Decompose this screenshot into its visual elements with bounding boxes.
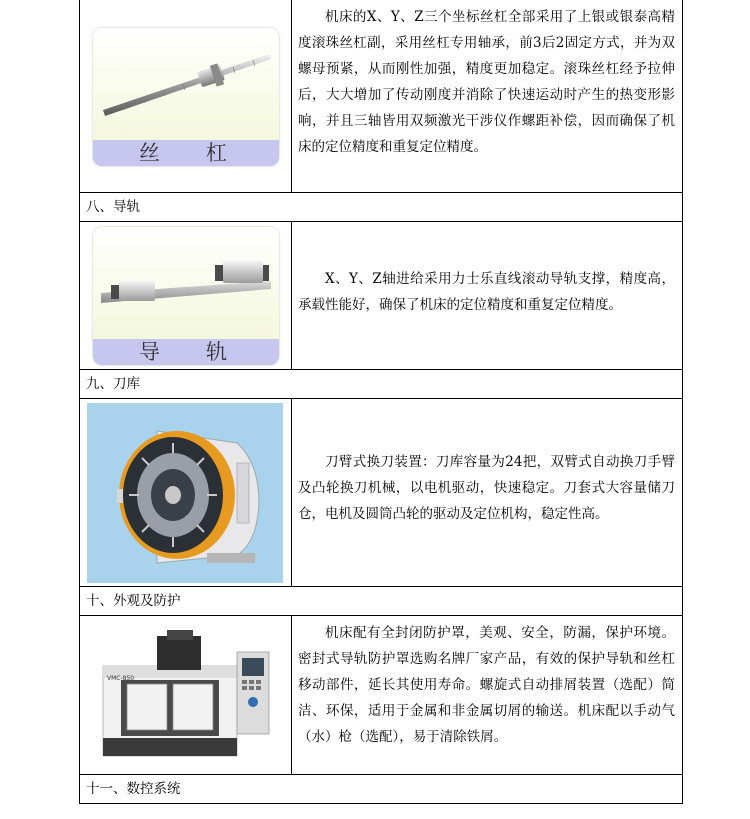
row-heading-guide: [79, 193, 683, 222]
row-heading-toolmag: [79, 370, 683, 399]
guard-image-cell: [80, 616, 292, 774]
section-heading-cnc: 十一、数控系统: [86, 781, 181, 797]
machining-center-illustration: [97, 626, 273, 766]
ballscrew-image-cell: [80, 0, 292, 192]
section-heading-guide: 八、导轨: [86, 199, 140, 215]
toolmag-description-cell: [292, 399, 682, 586]
machine-model-label: VMC-850: [107, 675, 135, 682]
ballscrew-caption: 丝杠: [93, 140, 279, 166]
ballscrew-picture: [93, 28, 279, 140]
guide-image-card: [93, 227, 279, 365]
row-guide: [79, 222, 683, 370]
guard-description: 机床配有全封闭防护罩，美观、安全，防漏，保护环境。密封式导轨防护罩选购名牌厂家产品，有效的保护导轨和丝杠移动部件，延长其使用寿命。螺旋式自动排屑装置（选配）简洁、环保，适用于金属和非金属切屑的输送。机床配以手动气（水）枪（选配），易于清除铁屑。: [298, 625, 675, 745]
guide-description-cell: [292, 222, 682, 369]
toolmag-image-cell: [80, 399, 292, 586]
guide-image-cell: [80, 222, 292, 369]
linear-guide-illustration: [93, 227, 279, 339]
row-ballscrew: [79, 0, 683, 193]
ballscrew-image-card: [93, 28, 279, 166]
ballscrew-illustration: [93, 28, 279, 140]
row-heading-guard: [79, 587, 683, 616]
tool-magazine-illustration: [87, 403, 283, 583]
guide-description: X、Y、Z轴进给采用力士乐直线滚动导轨支撑，精度高，承载性能好，确保了机床的定位精度和重复定位精度。: [298, 271, 675, 313]
guide-caption: 导轨: [93, 339, 279, 365]
row-toolmag: [79, 399, 683, 587]
section-heading-toolmag: 九、刀库: [86, 376, 140, 392]
row-heading-cnc: [79, 775, 683, 804]
ballscrew-description: 机床的X、Y、Z三个坐标丝杠全部采用了上银或银泰高精度滚珠丝杠副，采用丝杠专用轴承，前3后2固定方式，并为双螺母预紧，从而刚性加强，精度更加稳定。滚珠丝杠经予拉伸后，大大增加了传动刚度并消除了快速运动时产生的热变形影响，并且三轴皆用双频激光干涉仪作螺距补偿，因而确保了机床的定位精度和重复定位精度。: [298, 9, 675, 155]
guide-picture: [93, 227, 279, 339]
row-guard: [79, 616, 683, 775]
section-heading-guard: 十、外观及防护: [86, 593, 181, 609]
ballscrew-description-cell: [292, 0, 682, 192]
spec-table: [79, 0, 683, 805]
toolmag-description: 刀臂式换刀装置：刀库容量为24把，双臂式自动换刀手臂及凸轮换刀机械，以电机驱动，快速稳定。刀套式大容量储刀仓，电机及圆筒凸轮的驱动及定位机构，稳定性高。: [298, 454, 675, 522]
guard-description-cell: [292, 616, 682, 774]
